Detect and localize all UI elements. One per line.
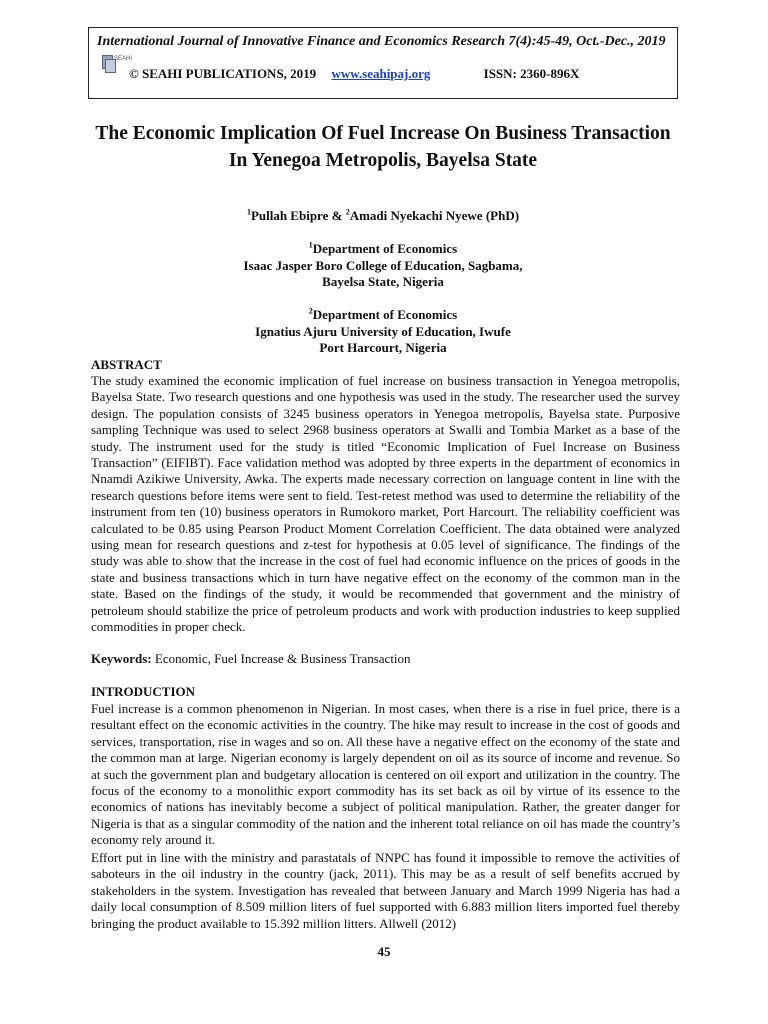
author-2: Amadi Nyekachi Nyewe (PhD) (349, 208, 520, 223)
affiliation-2: $^2$Department of Economics Ignatius Ajuru University of Education, Iwufe Port Harcourt, Nigeria (255, 306, 511, 355)
journal-url-link[interactable]: www.seahipaj.org (331, 66, 431, 81)
publisher-line (129, 66, 579, 82)
introduction-paragraph-2: Effort put in line with the ministry and parastatals of NNPC has found it impossible to remove the activities of saboteurs in the oil industry in the country (jack, 2011). This may be as a result of self benefits accrued by stakeholders in the system. Investigation has revealed that between January and March 1999 Nigeria has had a daily local consumption of 8.509 million liters of fuel supported with 6.883 million liters imported fuel thereby bringing the product available to 15.392 million litters. Allwell (2012) (91, 850, 680, 931)
abstract-heading: ABSTRACT (91, 357, 162, 372)
logo-text: SEAHI (114, 56, 133, 62)
keywords-list: Economic, Fuel Increase & Business Transaction (151, 651, 411, 666)
abstract-text: The study examined the economic implication of fuel increase on business transaction in Yenegoa metropolis, Bayelsa State. Two research questions and one hypothesis was used in the study. The researcher used the survey design. The population consists of 3245 business operators in Yenegoa metropolis, Bayelsa state. Purposive sampling Technique was used to select 2968 business operators at Swalli and Tombia Market as a base of the study. The instrument used for the study is titled “Economic Implication of Fuel Increase on Business Transaction” (EIFIBT). Face validation method was adopted by three experts in the department of economics in Nnamdi Azikiwe University, Awka. The experts made necessary correction on language content in line with the research questions before items were sent to field. Test-retest method was used to determine the reliability of the instrument from ten (10) business operators in Rumokoro market, Port Harcourt. The reliability coefficient was calculated to be 0.85 using Pearson Product Moment Correlation Coefficient. The data obtained were analyzed using mean for research questions and z-test for hypothesis at 0.05 level of significance. The findings of the study was able to show that the increase in the cost of fuel had economic influence on the prices of goods in the state and business transactions which in turn have negative effect on the economy of the common man in the state. Based on the findings of the study, it would be recommended that government and the ministry of petroleum should stabilize the price of petroleum products and work with production industries to keep supplied commodities in proper check. (91, 373, 680, 635)
keywords-label: Keywords: (91, 651, 152, 666)
seahi-logo-icon (100, 55, 133, 77)
issn: ISSN: 2360-896X (483, 66, 580, 81)
publisher: © SEAHI PUBLICATIONS, 2019 (129, 66, 317, 81)
authors: $^1$Pullah Ebipre & $^2$Amadi Nyekachi Nyewe (PhD) (246, 207, 520, 223)
author-1: Pullah Ebipre & (250, 208, 346, 223)
keywords (91, 651, 411, 667)
journal-header (88, 27, 678, 99)
introduction-heading: INTRODUCTION (91, 684, 196, 699)
journal-citation: International Journal of Innovative Finance and Economics Research 7(4):45-49, Oct.-Dec., 2019 (97, 34, 666, 49)
affiliation-1: $^1$Department of Economics Isaac Jasper Boro College of Education, Sagbama, Bayelsa State, Nigeria (243, 240, 523, 289)
introduction-paragraph-1: Fuel increase is a common phenomenon in Nigerian. In most cases, when there is a rise in fuel price, there is a resultant effect on the economic activities in the country. The hike may result to increase in the cost of goods and services, transportation, rise in wages and so on. All these have a negative effect on the economy of the state and the common man at large. Nigerian economy is largely dependent on oil as its source of income and revenue. So at such the government plan and budgetary allocation is centered on oil export and utilization in the country. The focus of the economy to a monolithic export commodity has its set back as oil by virtue of its essence to the economics of nations has inevitably become a subject of political manipulation. Rather, the greater danger for Nigeria is that as a singular commodity of the nation and the inherent total reliance on oil has made the country’s economy rely around it. (91, 701, 680, 848)
page-number: 45 (377, 944, 391, 959)
paper-title: The Economic Implication Of Fuel Increase On Business Transaction In Yenegoa Metropolis, Bayelsa State (95, 123, 671, 171)
